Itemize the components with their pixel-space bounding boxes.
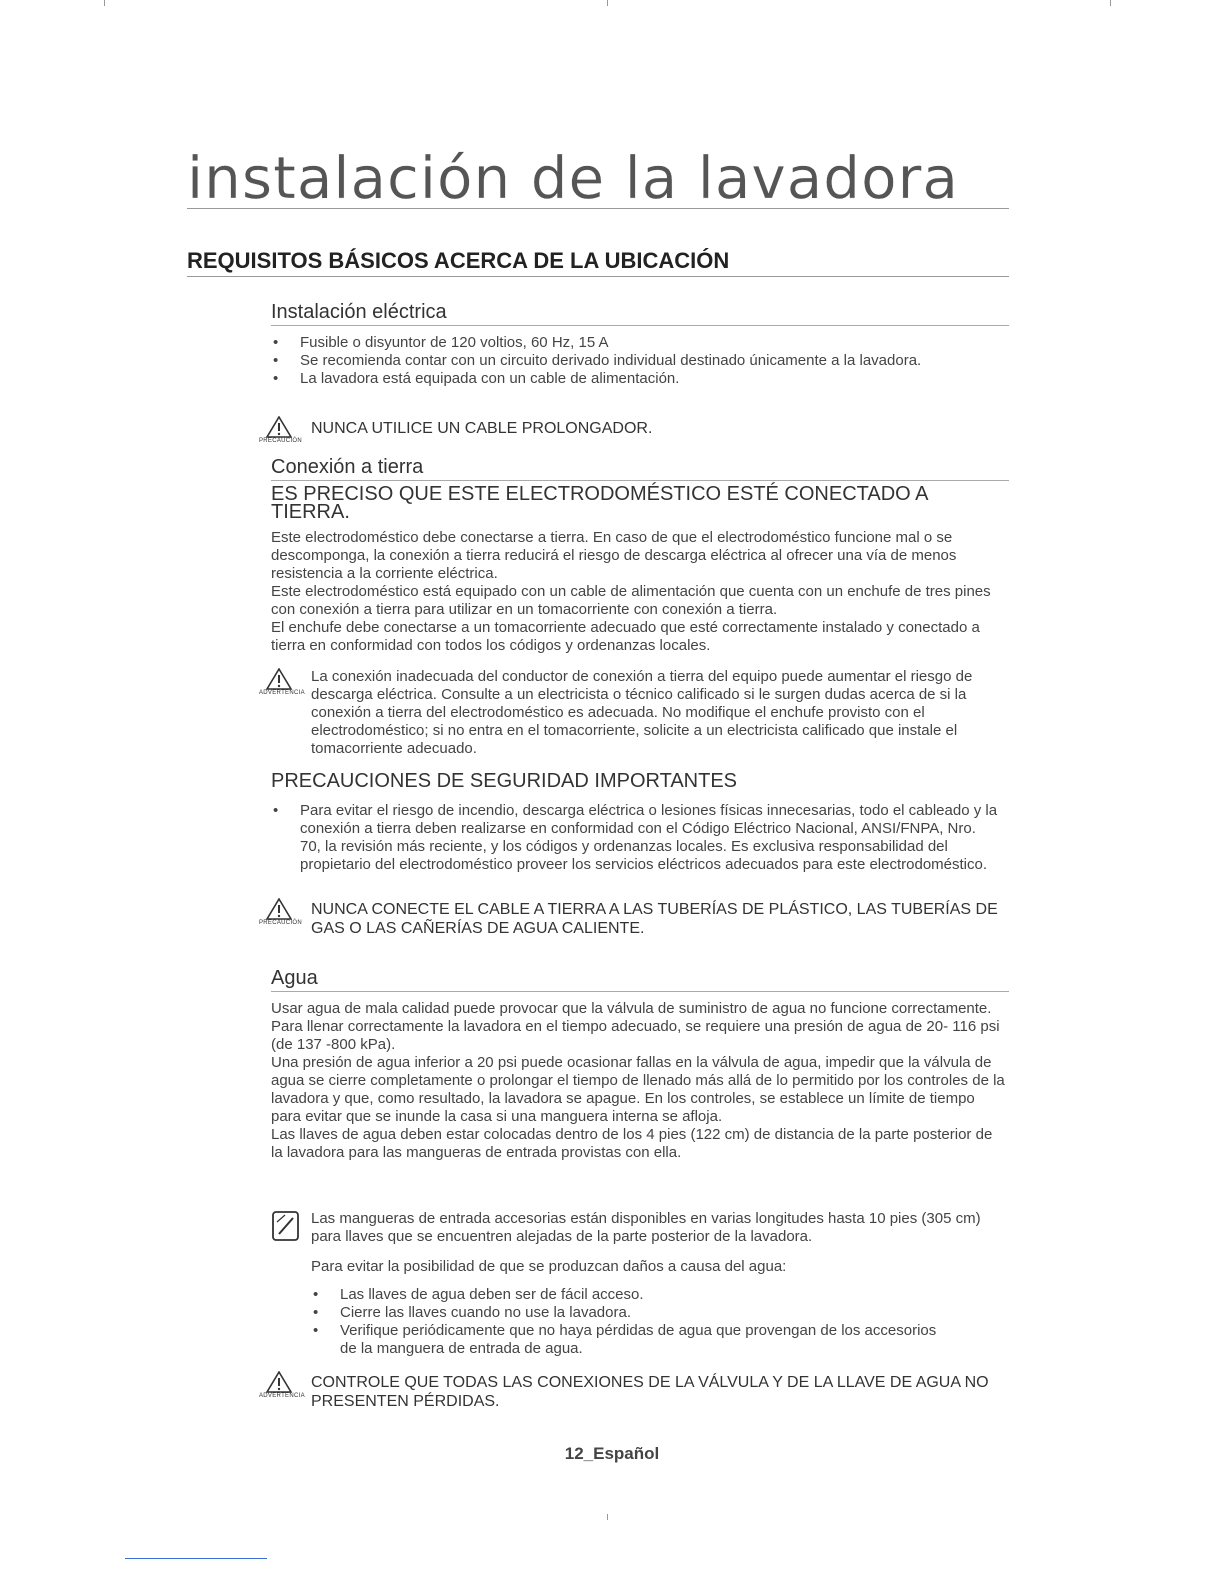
caution-icon: PRECAUCIÓN [259,898,299,926]
list-item: • Verifique periódicamente que no haya pérdidas de agua que provengan de los accesorios de la manguera de entrada de agua. [313,1322,937,1357]
paragraph: Para llenar correctamente la lavadora en el tiempo adecuado, se requiere una presión de agua de 20- 116 psi (de 137 -800 kPa). [271,1018,1000,1053]
warning-text: La conexión inadecuada del conductor de conexión a tierra del equipo puede aumentar el riesgo de descarga eléctrica. Consulte a un electricista o técnico calificado si le surgen dudas acerca de si la conexión a tierra del electrodoméstico es adecuada. No modifique el enchufe provisto con el electrodoméstico; si no entra en el tomacorriente, solicite a un electricista calificado que instale el tomacorriente adecuado. [311,668,973,757]
safety-heading: PRECAUCIONES DE SEGURIDAD IMPORTANTES [271,770,737,792]
caution-text: NUNCA UTILICE UN CABLE PROLONGADOR. [311,420,653,437]
caution-text: NUNCA CONECTE EL CABLE A TIERRA A LAS TUBERÍAS DE PLÁSTICO, LAS TUBERÍAS DE GAS O LAS CAÑERÍAS DE AGUA CALIENTE. [311,901,998,937]
water-body [271,1000,1006,1162]
note-intro: Para evitar la posibilidad de que se produzcan daños a causa del agua: [311,1258,787,1275]
grounding-body [271,529,1001,655]
note-icon [271,1210,301,1247]
warning-icon: ADVERTENCIA [259,668,299,696]
note-list [311,1286,951,1358]
list-item: • Cierre las llaves cuando no use la lavadora. [313,1304,631,1321]
list-item: • Para evitar el riesgo de incendio, descarga eléctrica o lesiones físicas innecesarias, todo el cableado y la conexión a tierra deben realizarse en conformidad con el Código Eléctrico Nacional, ANSI/FNPA, Nro. 70, la revisión más reciente, y los códigos y ordenanzas locales. Es exclusiva responsabilidad del propietario del electrodoméstico proveer los servicios eléctricos adecuados para este electrodoméstico. [273,802,998,873]
crop-mark [104,0,105,6]
crop-mark [607,0,608,6]
list-item: • La lavadora está equipada con un cable de alimentación. [273,370,680,387]
crop-mark [1110,0,1111,6]
paragraph: Usar agua de mala calidad puede provocar que la válvula de suministro de agua no funcione correctamente. [271,1000,992,1017]
paragraph: Este electrodoméstico está equipado con un cable de alimentación que cuenta con un enchufe de tres pines con conexión a tierra para utilizar en un tomacorriente con conexión a tierra. [271,583,991,618]
electrical-list [271,334,951,388]
note-text: Las mangueras de entrada accesorias están disponibles en varias longitudes hasta 10 pies (305 cm) para llaves que se encuentren alejadas de la parte posterior de la lavadora. [311,1210,981,1245]
section-heading: REQUISITOS BÁSICOS ACERCA DE LA UBICACIÓN [187,248,1009,277]
list-item: • Fusible o disyuntor de 120 voltios, 60 Hz, 15 A [273,334,609,351]
electrical-heading: Instalación eléctrica [271,300,1009,326]
list-item: • Se recomienda contar con un circuito derivado individual destinado únicamente a la lavadora. [273,352,922,369]
page-title: instalación de la lavadora [187,148,1009,209]
decorative-line [125,1558,267,1559]
paragraph: Las llaves de agua deben estar colocadas dentro de los 4 pies (122 cm) de distancia de la parte posterior de la lavadora para las mangueras de entrada provistas con ella. [271,1126,993,1161]
page-number: 12_Español [564,1444,660,1463]
grounding-caps-heading: ES PRECISO QUE ESTE ELECTRODOMÉSTICO ESTÉ CONECTADO A TIERRA. [271,483,928,523]
caution-icon: PRECAUCIÓN [259,416,299,444]
paragraph: Una presión de agua inferior a 20 psi puede ocasionar fallas en la válvula de agua, impedir que la válvula de agua se cierre completamente o prolongar el tiempo de llenado más allá de lo permitido por los controles de la lavadora y que, como resultado, la lavadora se apague. En los controles, se establece un límite de tiempo para evitar que se inunde la casa si una manguera interna se afloja. [271,1054,1005,1125]
paragraph: El enchufe debe conectarse a un tomacorriente adecuado que esté correctamente instalado y conectado a tierra en conformidad con todos los códigos y ordenanzas locales. [271,619,980,654]
warning-text: CONTROLE QUE TODAS LAS CONEXIONES DE LA VÁLVULA Y DE LA LLAVE DE AGUA NO PRESENTEN PÉRDIDAS. [311,1374,989,1410]
safety-list [271,802,999,874]
water-heading: Agua [271,966,1009,992]
grounding-heading: Conexión a tierra [271,455,1009,481]
paragraph: Este electrodoméstico debe conectarse a tierra. En caso de que el electrodoméstico funcione mal o se descomponga, la conexión a tierra reducirá el riesgo de descarga eléctrica al ofrecer una vía de menos resistencia a la corriente eléctrica. [271,529,957,582]
crop-mark [607,1514,608,1520]
warning-icon: ADVERTENCIA [259,1371,299,1399]
list-item: • Las llaves de agua deben ser de fácil acceso. [313,1286,644,1303]
